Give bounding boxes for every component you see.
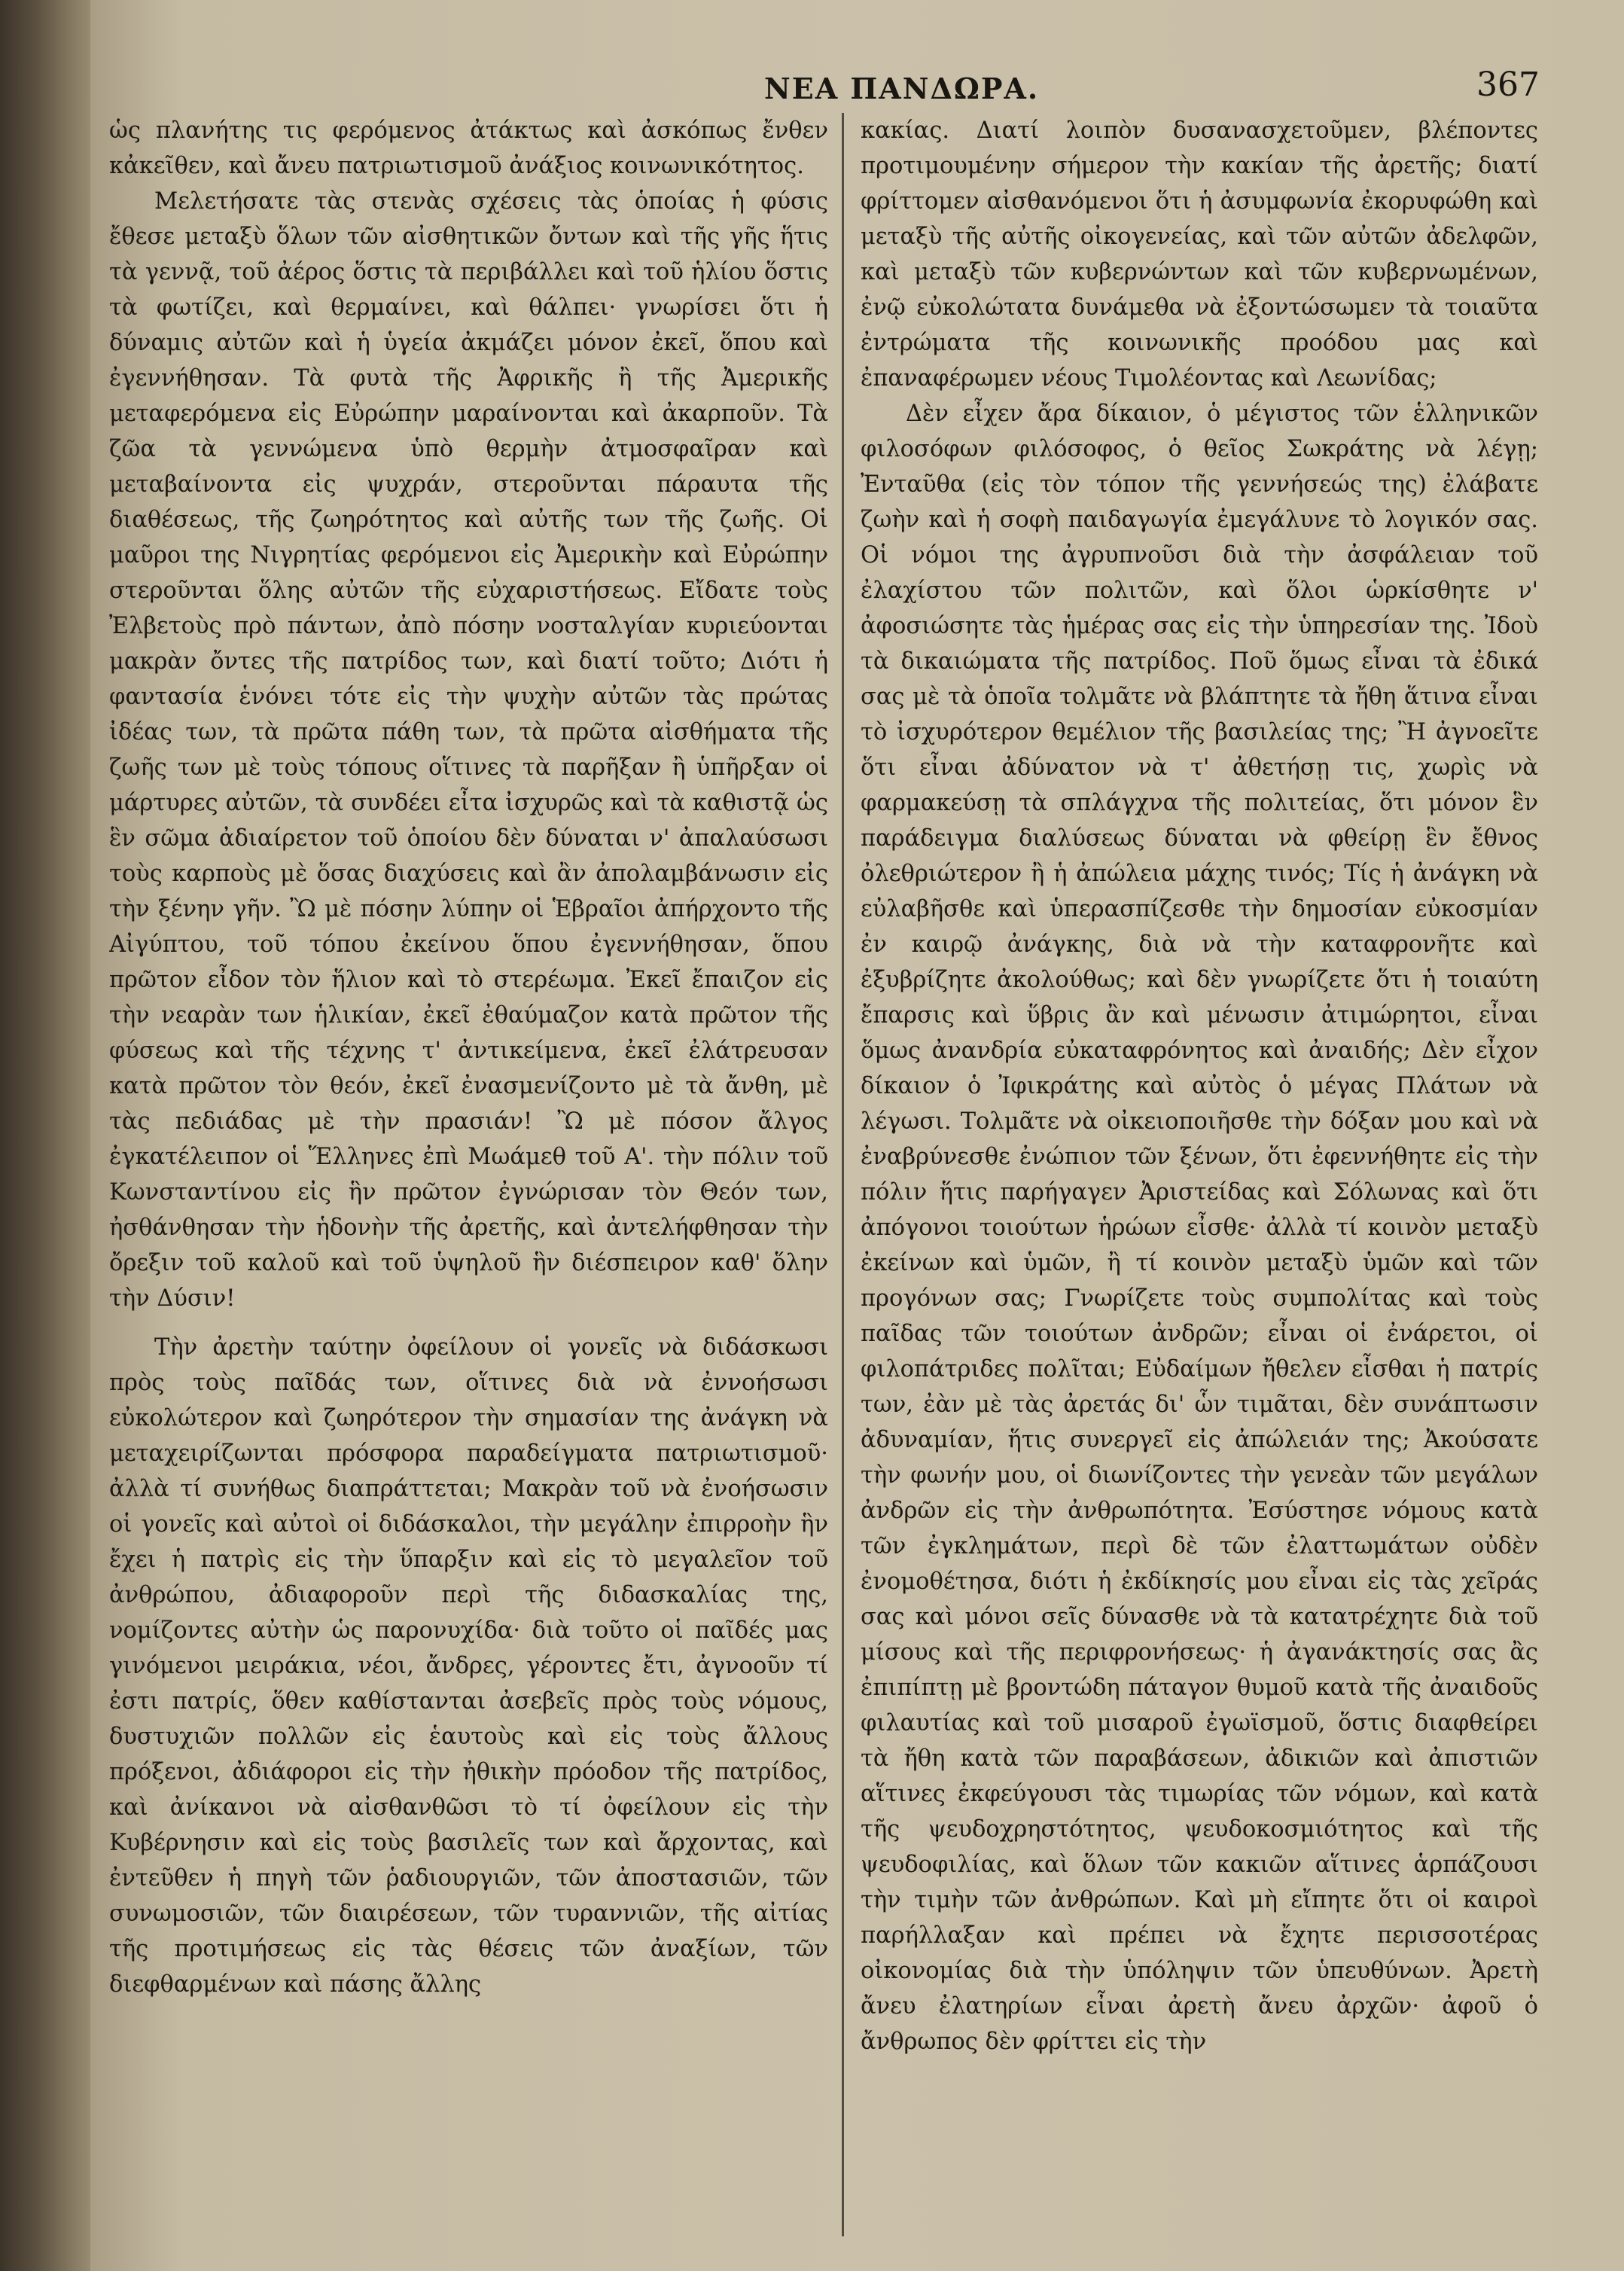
running-title: ΝΕΑ ΠΑΝΔΩΡΑ. xyxy=(764,72,1040,105)
right-column xyxy=(861,113,1538,2244)
right-paragraph: Δὲν εἶχεν ἄρα δίκαιον, ὁ μέγιστος τῶν ἑλληνικῶν φιλοσόφων φιλόσοφος, ὁ θεῖος Σωκράτης νὰ λέγῃ; Ἐνταῦθα (εἰς τὸν τόπον τῆς γεννήσεώς της) ἐλάβατε ζωὴν καὶ ἡ σοφὴ παιδαγωγία ἐμεγάλυνε τὸ λογικόν σας. Οἱ νόμοι της ἀγρυπνοῦσι διὰ τὴν ἀσφάλειαν τοῦ ἐλαχίστου τῶν πολιτῶν, καὶ ὅλοι ὡρκίσθητε ν' ἀφοσιώσητε τὰς ἡμέρας σας εἰς τὴν ὑπηρεσίαν της. Ἰδοὺ τὰ δικαιώματα τῆς πατρίδος. Ποῦ ὅμως εἶναι τὰ ἐδικά σας μὲ τὰ ὁποῖα τολμᾶτε νὰ βλάπτητε τὰ ἤθη ἅτινα εἶναι τὸ ἰσχυρότερον θεμέλιον τῆς βασιλείας της; Ἢ ἀγνοεῖτε ὅτι εἶναι ἀδύνατον νὰ τ' ἀθετήσῃ τις, χωρὶς νὰ φαρμακεύσῃ τὰ σπλάγχνα τῆς πολιτείας, ὅτι μόνον ἓν παράδειγμα διαλύσεως δύναται νὰ φθείρῃ ἓν ἔθνος ὀλεθριώτερον ἢ ἡ ἀπώλεια μάχης τινός; Τίς ἡ ἀνάγκη νὰ εὐλαβῆσθε καὶ ὑπερασπίζεσθε τὴν δημοσίαν εὐκοσμίαν ἐν καιρῷ ἀνάγκης, διὰ νὰ τὴν καταφρονῆτε καὶ ἐξυβρίζητε ἀκολούθως; καὶ δὲν γνωρίζετε ὅτι ἡ τοιαύτη ἔπαρσις καὶ ὕβρις ἂν καὶ μένωσιν ἀτιμώρητοι, εἶναι ὅμως ἀνανδρία εὐκαταφρόνητος καὶ ἀναιδής; Δὲν εἶχον δίκαιον ὁ Ἰφικράτης καὶ αὐτὸς ὁ μέγας Πλάτων νὰ λέγωσι. Τολμᾶτε νὰ οἰκειοποιῆσθε τὴν δόξαν μου καὶ νὰ ἐναβρύνεσθε ἐνώπιον τῶν ξένων, ὅτι ἐφεννήθητε εἰς τὴν πόλιν ἥτις παρήγαγεν Ἀριστείδας καὶ Σόλωνας καὶ ὅτι ἀπόγονοι τοιούτων ἡρώων εἶσθε· ἀλλὰ τί κοινὸν μεταξὺ ἐκείνων καὶ ὑμῶν, ἢ τί κοινὸν μεταξὺ ὑμῶν καὶ τῶν προγόνων σας; Γνωρίζετε τοὺς συμπολίτας καὶ τοὺς παῖδας τῶν τοιούτων ἀνδρῶν; εἶναι οἱ ἐνάρετοι, οἱ φιλοπάτριδες πολῖται; Εὐδαίμων ἤθελεν εἶσθαι ἡ πατρίς των, ἐὰν μὲ τὰς ἀρετάς δι' ὧν τιμᾶται, δὲν συνάπτωσιν ἀδυναμίαν, ἥτις συνεργεῖ εἰς ἀπώλειάν της; Ἀκούσατε τὴν φωνήν μου, οἱ διωνίζοντες τὴν γενεὰν τῶν μεγάλων ἀνδρῶν εἰς τὴν ἀνθρωπότητα. Ἐσύστησε νόμους κατὰ τῶν ἐγκλημάτων, περὶ δὲ τῶν ἐλαττωμάτων οὐδὲν ἐνομοθέτησα, διότι ἡ ἐκδίκησίς μου εἶναι εἰς τὰς χεῖράς σας καὶ μόνοι σεῖς δύνασθε νὰ τὰ κατατρέχητε διὰ τοῦ μίσους καὶ τῆς περιφρονήσεως· ἡ ἀγανάκτησίς σας ἂς ἐπιπίπτῃ μὲ βροντώδη πάταγον θυμοῦ κατὰ τῆς ἀναιδοῦς φιλαυτίας καὶ τοῦ μισαροῦ ἐγωϊσμοῦ, ὅστις διαφθείρει τὰ ἤθη κατὰ τῶν παραβάσεων, ἀδικιῶν καὶ ἀπιστιῶν αἵτινες ἐκφεύγουσι τὰς τιμωρίας τῶν νόμων, καὶ κατὰ τῆς ψευδοχρηστότητος, ψευδοκοσμιότητος καὶ τῆς ψευδοφιλίας, καὶ ὅλων τῶν κακιῶν αἵτινες ἁρπάζουσι τὴν τιμὴν τῶν ἀνθρώπων. Καὶ μὴ εἴπητε ὅτι οἱ καιροὶ παρήλλαξαν καὶ πρέπει νὰ ἔχητε περισσοτέρας οἰκονομίας διὰ τὴν ὑπόληψιν τῶν ὑπευθύνων. Ἀρετὴ ἄνευ ἐλατηρίων εἶναι ἀρετὴ ἄνευ ἀρχῶν· ἀφοῦ ὁ ἄνθρωπος δὲν φρίττει εἰς τὴν xyxy=(861,401,1538,2055)
book-gutter xyxy=(0,0,105,2271)
left-paragraph: Τὴν ἀρετὴν ταύτην ὀφείλουν οἱ γονεῖς νὰ διδάσκωσι πρὸς τοὺς παῖδάς των, οἵτινες διὰ νὰ ἐννοήσωσι εὐκολώτερον καὶ ζωηρότερον τὴν σημασίαν της ἀνάγκη νὰ μεταχειρίζωνται πρόσφορα παραδείγματα πατριωτισμοῦ· ἀλλὰ τί συνήθως διαπράττεται; Μακρὰν τοῦ νὰ ἐνοήσωσιν οἱ γονεῖς καὶ αὐτοὶ οἱ διδάσκαλοι, τὴν μεγάλην ἐπιρροὴν ἣν ἔχει ἡ πατρὶς εἰς τὴν ὕπαρξιν καὶ εἰς τὸ μεγαλεῖον τοῦ ἀνθρώπου, ἀδιαφοροῦν περὶ τῆς διδασκαλίας της, νομίζοντες αὐτὴν ὡς παρονυχίδα· διὰ τοῦτο οἱ παῖδές μας γινόμενοι μειράκια, νέοι, ἄνδρες, γέροντες ἔτι, ἀγνοοῦν τί ἐστι πατρίς, ὅθεν καθίστανται ἀσεβεῖς πρὸς τοὺς νόμους, δυστυχιῶν πολλῶν εἰς ἑαυτοὺς καὶ εἰς τοὺς ἄλλους πρόξενοι, ἀδιάφοροι εἰς τὴν ἠθικὴν πρόοδον τῆς πατρίδος, καὶ ἀνίκανοι νὰ αἰσθανθῶσι τὸ τί ὀφείλουν εἰς τὴν Κυβέρνησιν καὶ εἰς τοὺς βασιλεῖς των καὶ ἄρχοντας, καὶ ἐντεῦθεν ἡ πηγὴ τῶν ῥαδιουργιῶν, τῶν ἀποστασιῶν, τῶν συνωμοσιῶν, τῶν διαιρέσεων, τῶν τυραννιῶν, τῆς αἰτίας τῆς προτιμήσεως εἰς τὰς θέσεις τῶν ἀναξίων, τῶν διεφθαρμένων καὶ πάσης ἄλλης xyxy=(109,1334,828,1998)
page-number: 367 xyxy=(1476,66,1540,104)
left-column xyxy=(109,113,828,2244)
right-paragraph: κακίας. Διατί λοιπὸν δυσανασχετοῦμεν, βλέποντες προτιμουμένην σήμερον τὴν κακίαν τῆς ἀρετῆς; διατί φρίττομεν αἰσθανόμενοι ὅτι ἡ ἀσυμφωνία ἐκορυφώθη καὶ μεταξὺ τῆς αὐτῆς οἰκογενείας, καὶ τῶν αὐτῶν ἀδελφῶν, καὶ μεταξὺ τῶν κυβερνώντων καὶ τῶν κυβερνωμένων, ἐνῷ εὐκολώτατα δυνάμεθα νὰ ἐξοντώσωμεν τὰ τοιαῦτα ἐντρώματα τῆς κοινωνικῆς προόδου μας καὶ ἐπαναφέρωμεν νέους Τιμολέοντας καὶ Λεωνίδας; xyxy=(861,117,1538,392)
column-divider xyxy=(842,113,844,2236)
page-header xyxy=(109,66,1540,117)
left-paragraph: Μελετήσατε τὰς στενὰς σχέσεις τὰς ὁποίας ἡ φύσις ἔθεσε μεταξὺ ὅλων τῶν αἰσθητικῶν ὄντων καὶ τῆς γῆς ἥτις τὰ γεννᾷ, τοῦ ἀέρος ὅστις τὰ περιβάλλει καὶ τοῦ ἡλίου ὅστις τὰ φωτίζει, καὶ θερμαίνει, καὶ θάλπει· γνωρίσει ὅτι ἡ δύναμις αὐτῶν καὶ ἡ ὑγεία ἀκμάζει μόνον ἐκεῖ, ὅπου καὶ ἐγεννήθησαν. Τὰ φυτὰ τῆς Ἀφρικῆς ἢ τῆς Ἀμερικῆς μεταφερόμενα εἰς Εὐρώπην μαραίνονται καὶ ἀκαρποῦν. Τὰ ζῶα τὰ γεννώμενα ὑπὸ θερμὴν ἀτμοσφαῖραν καὶ μεταβαίνοντα εἰς ψυχράν, στεροῦνται πάραυτα τῆς διαθέσεως, τῆς ζωηρότητος καὶ αὐτῆς των τῆς ζωῆς. Οἱ μαῦροι της Νιγρητίας φερόμενοι εἰς Ἀμερικὴν καὶ Εὐρώπην στεροῦνται ὅλης αὐτῶν τῆς εὐχαριστήσεως. Εἴδατε τοὺς Ἐλβετοὺς πρὸ πάντων, ἀπὸ πόσην νοσταλγίαν κυριεύονται μακρὰν ὄντες τῆς πατρίδος των, καὶ διατί τοῦτο; Διότι ἡ φαντασία ἑνόνει τότε εἰς τὴν ψυχὴν αὐτῶν τὰς πρώτας ἰδέας των, τὰ πρῶτα πάθη των, τὰ πρῶτα αἰσθήματα τῆς ζωῆς των μὲ τοὺς τόπους οἵτινες τὰ παρῆξαν ἢ ὑπῆρξαν οἱ μάρτυρες αὐτῶν, τὰ συνδέει εἶτα ἰσχυρῶς καὶ τὰ καθιστᾷ ὡς ἓν σῶμα ἀδιαίρετον τοῦ ὁποίου δὲν δύναται ν' ἀπαλαύσωσι τοὺς καρποὺς μὲ ὅσας διαχύσεις καὶ ἂν ἀπολαμβάνωσιν εἰς τὴν ξένην γῆν. Ὢ μὲ πόσην λύπην οἱ Ἑβραῖοι ἀπήρχοντο τῆς Αἰγύπτου, τοῦ τόπου ἐκείνου ὅπου ἐγεννήθησαν, ὅπου πρῶτον εἶδον τὸν ἥλιον καὶ τὸ στερέωμα. Ἐκεῖ ἔπαιζον εἰς τὴν νεαρὰν των ἡλικίαν, ἐκεῖ ἐθαύμαζον κατὰ πρῶτον τῆς φύσεως καὶ τῆς τέχνης τ' ἀντικείμενα, ἐκεῖ ἐλάτρευσαν κατὰ πρῶτον τὸν θεόν, ἐκεῖ ἐνασμενίζοντο μὲ τὰ ἄνθη, μὲ τὰς πεδιάδας μὲ τὴν πρασιάν! Ὢ μὲ πόσον ἄλγος ἐγκατέλειπον οἱ Ἕλληνες ἐπὶ Μωάμεθ τοῦ Α'. τὴν πόλιν τοῦ Κωνσταντίνου εἰς ἣν πρῶτον ἐγνώρισαν τὸν Θεόν των, ἠσθάνθησαν τὴν ἡδονὴν τῆς ἀρετῆς, καὶ ἀντελήφθησαν τὴν ὄρεξιν τοῦ καλοῦ καὶ τοῦ ὑψηλοῦ ἣν διέσπειρον καθ' ὅλην τὴν Δύσιν! xyxy=(109,188,828,1312)
left-paragraph: ὡς πλανήτης τις φερόμενος ἀτάκτως καὶ ἀσκόπως ἔνθεν κἀκεῖθεν, καὶ ἄνευ πατριωτισμοῦ ἀνάξιος κοινωνικότητος. xyxy=(109,117,828,179)
